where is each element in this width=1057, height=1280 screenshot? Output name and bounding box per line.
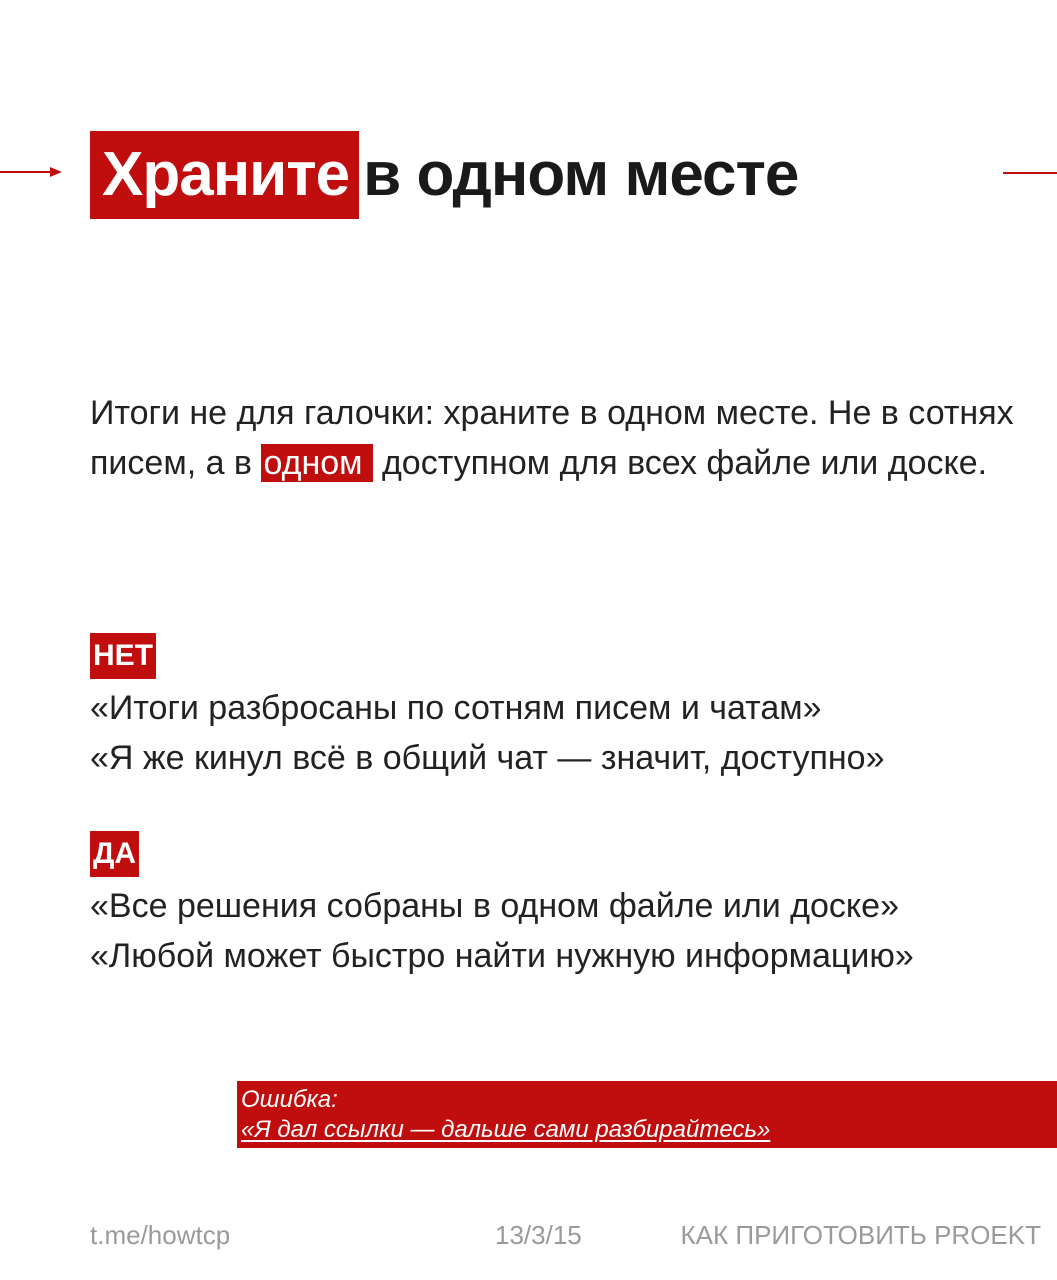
yes-quotes	[90, 881, 914, 981]
yes-quote-item: «Любой может быстро найти нужную информацию»	[90, 937, 914, 975]
intro-highlight: одном	[261, 444, 372, 482]
mistake-quote: «Я дал ссылки — дальше сами разбирайтесь»	[241, 1116, 771, 1143]
no-tag: НЕТ	[90, 633, 156, 679]
yes-tag: ДА	[90, 831, 139, 877]
decorative-line	[1003, 172, 1057, 174]
footer-link[interactable]: t.me/howtcp	[90, 1220, 231, 1250]
page-title	[90, 131, 798, 219]
mistake-note	[237, 1081, 1057, 1148]
no-quote-item: «Итоги разбросаны по сотням писем и чатам»	[90, 689, 822, 727]
intro-text-before: Итоги не для галочки: храните в одном месте. Не в сотнях писем, а в	[90, 394, 1014, 482]
no-quotes	[90, 683, 885, 783]
intro-text-after: доступном для всех файле или доске.	[372, 444, 988, 482]
intro-paragraph	[90, 388, 1020, 488]
title-rest: в одном месте	[363, 140, 799, 209]
footer-brand: КАК ПРИГОТОВИТЬ PROEKT	[680, 1220, 1041, 1250]
mistake-label: Ошибка:	[241, 1086, 338, 1113]
arrow-right-icon	[0, 165, 62, 179]
no-quote-item: «Я же кинул всё в общий чат — значит, доступно»	[90, 739, 885, 777]
title-highlight: Храните	[90, 131, 359, 219]
page-counter: 13/3/15	[495, 1220, 582, 1250]
yes-quote-item: «Все решения собраны в одном файле или доске»	[90, 887, 899, 925]
